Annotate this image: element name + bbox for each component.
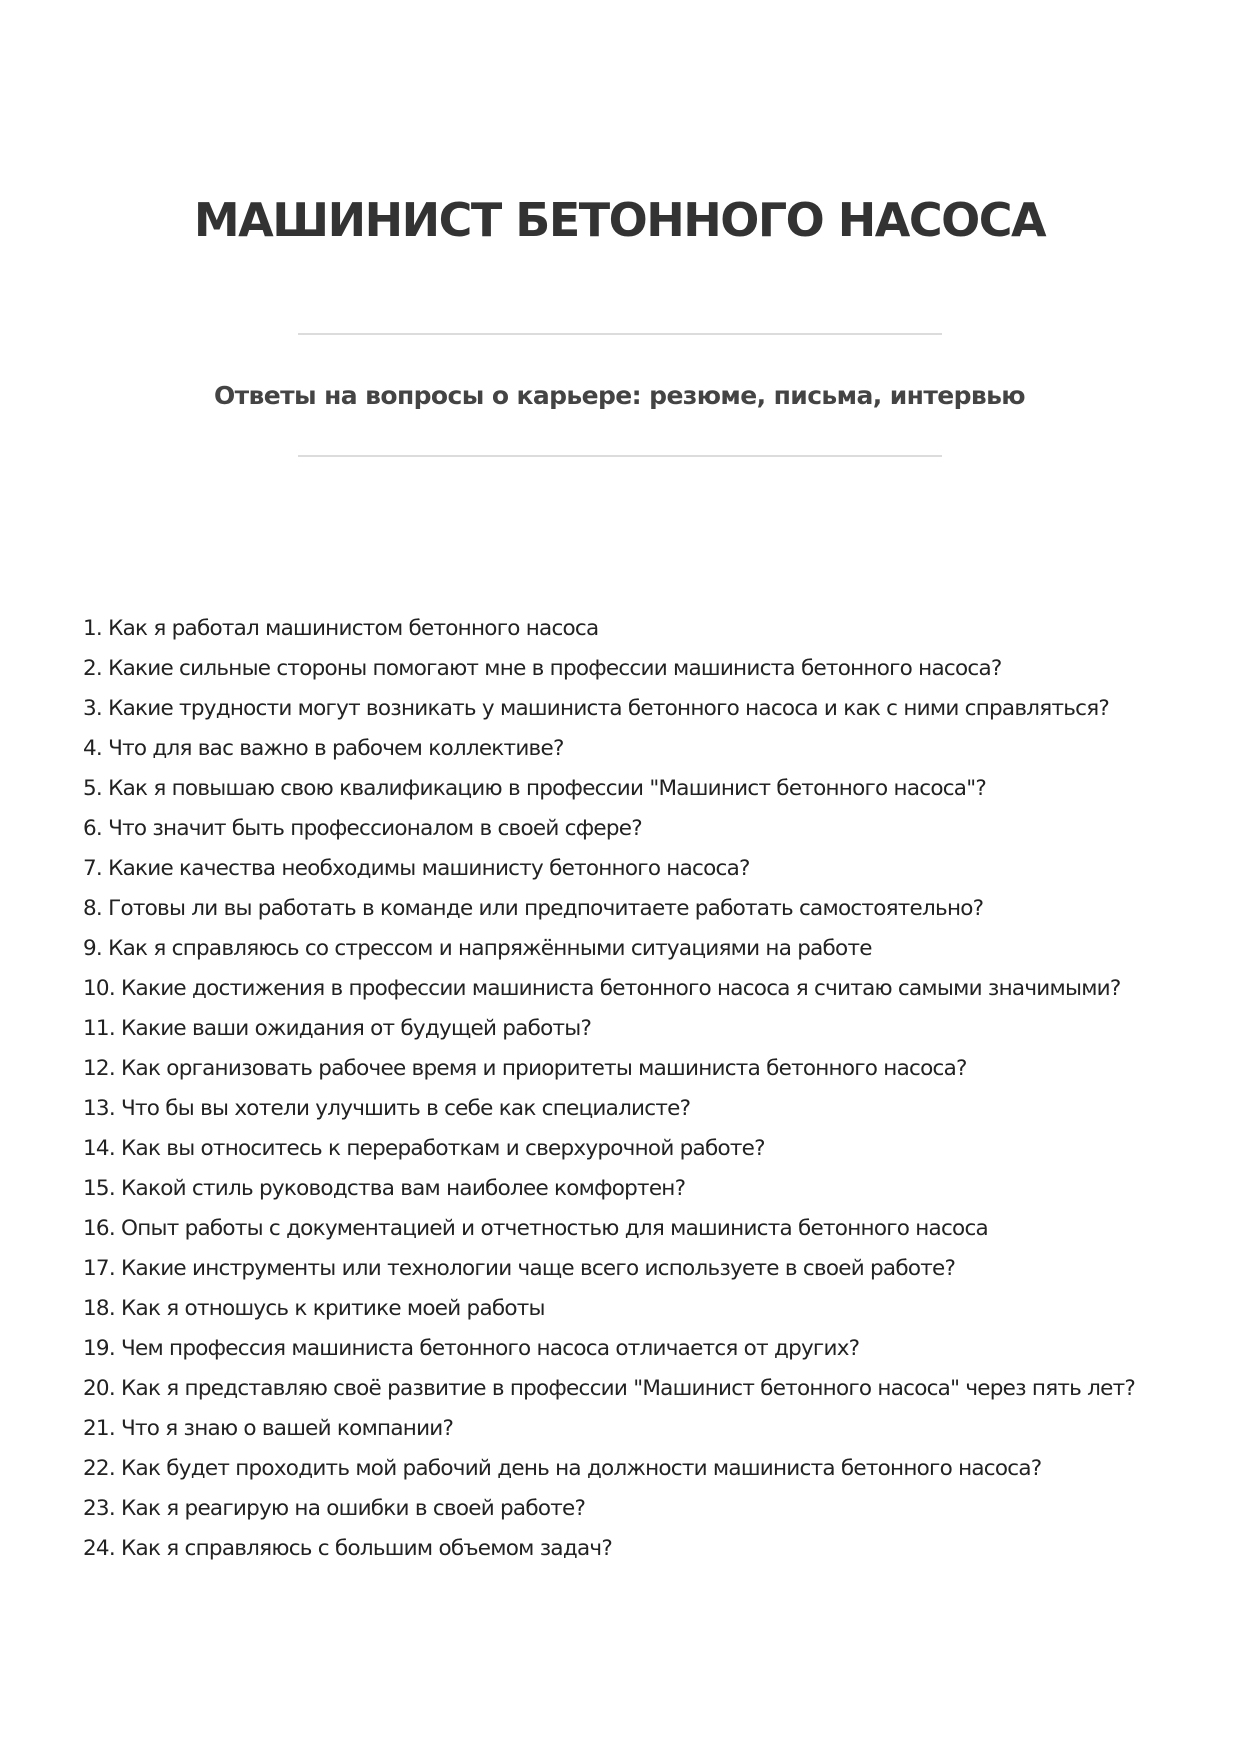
question-item: 20. Как я представляю своё развитие в профессии "Машинист бетонного насоса" через пять лет? bbox=[83, 1376, 1136, 1401]
question-item: 24. Как я справляюсь с большим объемом задач? bbox=[83, 1536, 612, 1561]
divider-bottom bbox=[298, 455, 942, 457]
question-item: 7. Какие качества необходимы машинисту бетонного насоса? bbox=[83, 856, 750, 881]
question-item: 5. Как я повышаю свою квалификацию в профессии "Машинист бетонного насоса"? bbox=[83, 776, 987, 801]
question-item: 15. Какой стиль руководства вам наиболее комфортен? bbox=[83, 1176, 686, 1201]
question-item: 6. Что значит быть профессионалом в своей сфере? bbox=[83, 816, 642, 841]
question-item: 14. Как вы относитесь к переработкам и сверхурочной работе? bbox=[83, 1136, 765, 1161]
question-item: 19. Чем профессия машиниста бетонного насоса отличается от других? bbox=[83, 1336, 860, 1361]
page-title: МАШИНИСТ БЕТОННОГО НАСОСА bbox=[193, 193, 1046, 247]
questions-list bbox=[83, 609, 1163, 1569]
question-item: 13. Что бы вы хотели улучшить в себе как специалисте? bbox=[83, 1096, 691, 1121]
question-item: 4. Что для вас важно в рабочем коллективе? bbox=[83, 736, 564, 761]
question-item: 18. Как я отношусь к критике моей работы bbox=[83, 1296, 545, 1321]
question-item: 22. Как будет проходить мой рабочий день на должности машиниста бетонного насоса? bbox=[83, 1456, 1042, 1481]
question-item: 1. Как я работал машинистом бетонного насоса bbox=[83, 616, 599, 641]
question-item: 12. Как организовать рабочее время и приоритеты машиниста бетонного насоса? bbox=[83, 1056, 967, 1081]
question-item: 23. Как я реагирую на ошибки в своей работе? bbox=[83, 1496, 586, 1521]
question-item: 3. Какие трудности могут возникать у машиниста бетонного насоса и как с ними справляться? bbox=[83, 696, 1110, 721]
question-item: 2. Какие сильные стороны помогают мне в профессии машиниста бетонного насоса? bbox=[83, 656, 1002, 681]
question-item: 8. Готовы ли вы работать в команде или предпочитаете работать самостоятельно? bbox=[83, 896, 984, 921]
divider-top bbox=[298, 333, 942, 335]
question-item: 10. Какие достижения в профессии машиниста бетонного насоса я считаю самыми значимыми? bbox=[83, 976, 1121, 1001]
page-subtitle: Ответы на вопросы о карьере: резюме, письма, интервью bbox=[213, 381, 1026, 410]
question-item: 17. Какие инструменты или технологии чаще всего используете в своей работе? bbox=[83, 1256, 956, 1281]
question-item: 21. Что я знаю о вашей компании? bbox=[83, 1416, 454, 1441]
question-item: 16. Опыт работы с документацией и отчетностью для машиниста бетонного насоса bbox=[83, 1216, 988, 1241]
question-item: 11. Какие ваши ожидания от будущей работы? bbox=[83, 1016, 592, 1041]
question-item: 9. Как я справляюсь со стрессом и напряжёнными ситуациями на работе bbox=[83, 936, 872, 961]
